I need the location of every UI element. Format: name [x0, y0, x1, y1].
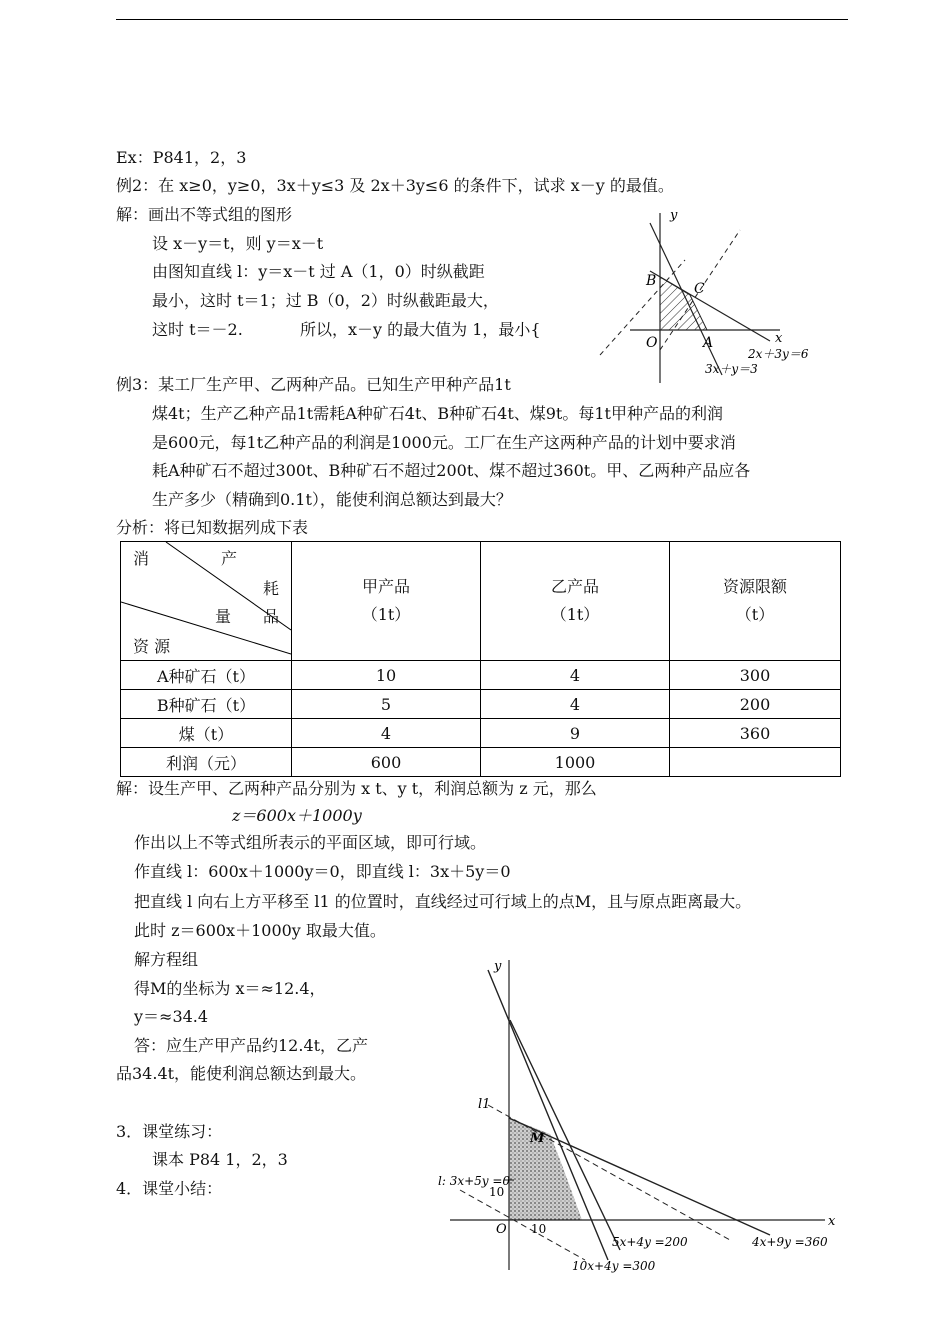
table-col-limit [670, 542, 841, 661]
graph2-axis-x: x [828, 1214, 836, 1229]
summary-title: 4．课堂小结： [116, 1179, 223, 1198]
table-row [121, 748, 841, 777]
row-a: 600 [292, 748, 481, 777]
table-col-a [292, 542, 481, 661]
example3-graph [430, 950, 850, 1280]
practice-title: 3．课堂练习： [116, 1122, 223, 1141]
solution-line5: 把直线 l 向右上方平移至 l1 的位置时，直线经过可行域上的点M，且与原点距离最大。 [134, 892, 752, 911]
col-b-title: 乙产品 [550, 577, 599, 596]
col-a-unit: （1t） [361, 605, 411, 624]
row-b: 1000 [481, 748, 670, 777]
exercise-ref: Ex：P841，2，3 [116, 148, 247, 167]
example2-line4a: 这时 t＝－2. [152, 320, 243, 339]
table-row [121, 719, 841, 748]
row-label: A种矿石（t） [121, 661, 292, 690]
row-limit: 360 [670, 719, 841, 748]
graph2-m-label: M [530, 1131, 545, 1146]
example3-line3: 是600元，每1t乙种产品的利润是1000元。工厂在生产这两种产品的计划中要求消 [152, 433, 736, 452]
row-label: 利润（元） [121, 748, 292, 777]
solution-answer-2: 品34.4t，能使利润总额达到最大。 [116, 1064, 367, 1083]
row-label: 煤（t） [121, 719, 292, 748]
solution-line7: 解方程组 [134, 950, 199, 969]
graph1-axis-y: y [670, 208, 678, 223]
solution-line8: 得M的坐标为 x＝≈12.4， [134, 979, 326, 998]
solution-line4: 作直线 l：600x＋1000y＝0，即直线 l：3x＋5y＝0 [134, 862, 511, 881]
row-a: 5 [292, 690, 481, 719]
row-limit: 200 [670, 690, 841, 719]
data-table [120, 541, 841, 777]
example2-line1: 设 x－y＝t，则 y＝x－t [152, 234, 324, 253]
graph2-b-label: 5x+4y =200 [612, 1235, 688, 1249]
example2-solution-label: 解：画出不等式组的图形 [116, 205, 293, 224]
row-b: 4 [481, 661, 670, 690]
example3-line4: 耗A种矿石不超过300t、B种矿石不超过200t、煤不超过360t。甲、乙两种产品应各 [152, 461, 751, 480]
header-word-pin: 品 [263, 607, 280, 626]
table-col-b [481, 542, 670, 661]
table-row [121, 661, 841, 690]
row-limit: 300 [670, 661, 841, 690]
example2-line2: 由图知直线 l：y＝x－t 过 A（1，0）时纵截距 [152, 262, 485, 281]
graph2-l1-label: l1 [478, 1097, 491, 1112]
top-rule [116, 19, 848, 20]
solution-answer-1: 答：应生产甲产品约12.4t，乙产 [134, 1036, 369, 1055]
graph2-tick-y: 10 [489, 1185, 505, 1199]
table-row [121, 690, 841, 719]
solution-line3: 作出以上不等式组所表示的平面区域，即可行域。 [134, 833, 487, 852]
row-label: B种矿石（t） [121, 690, 292, 719]
graph1-line1-label: 2x＋3y＝6 [748, 347, 809, 361]
graph1-origin: O [646, 335, 658, 351]
row-a: 10 [292, 661, 481, 690]
header-word-ziyuan: 资 源 [133, 637, 171, 656]
example3-line1: 例3：某工厂生产甲、乙两种产品。已知生产甲种产品1t [116, 375, 511, 394]
graph2-a-label: 10x+4y =300 [572, 1259, 656, 1273]
table-header-diagonal [121, 542, 292, 661]
solution-line1: 解：设生产甲、乙两种产品分别为 x t、y t，利润总额为 z 元，那么 [116, 779, 597, 798]
graph2-l-label: l: 3x+5y =0 [438, 1174, 511, 1188]
solution-line6: 此时 z＝600x＋1000y 取最大值。 [134, 921, 386, 940]
header-word-hao: 耗 [263, 579, 280, 598]
row-limit [670, 748, 841, 777]
solution-line9: y＝≈34.4 [134, 1007, 209, 1026]
example2-question: 例2：在 x≥0，y≥0，3x＋y≤3 及 2x＋3y≤6 的条件下，试求 x－y 的最值。 [116, 176, 674, 195]
graph1-point-a: A [703, 335, 714, 351]
row-b: 9 [481, 719, 670, 748]
graph1-line2-label: 3x＋y＝3 [705, 362, 758, 376]
example2-line4b: 所以，x－y 的最大值为 1，最小{ [300, 320, 541, 339]
solution-objective: z＝600x＋1000y [232, 806, 362, 825]
row-a: 4 [292, 719, 481, 748]
header-word-xiao: 消 [133, 549, 150, 568]
graph2-axis-y: y [494, 959, 502, 974]
col-b-unit: （1t） [550, 605, 600, 624]
graph2-coal-label: 4x+9y =360 [752, 1235, 828, 1249]
example2-line3: 最小，这时 t＝1；过 B（0，2）时纵截距最大， [152, 291, 499, 310]
col-limit-title: 资源限额 [722, 577, 787, 596]
header-word-chan: 产 [221, 549, 238, 568]
practice-content: 课本 P84 1，2，3 [152, 1150, 288, 1169]
header-word-liang: 量 [215, 607, 232, 626]
graph1-point-c: C [694, 281, 705, 297]
example2-graph [590, 205, 840, 385]
graph1-axis-x: x [775, 331, 783, 346]
graph2-tick-x: 10 [531, 1222, 547, 1236]
example3-analysis: 分析：将已知数据列成下表 [116, 518, 309, 537]
example3-line2: 煤4t；生产乙种产品1t需耗A种矿石4t、B种矿石4t、煤9t。每1t甲种产品的利润 [152, 404, 723, 423]
graph1-point-b: B [646, 273, 657, 289]
col-limit-unit: （t） [735, 605, 775, 624]
example3-line5: 生产多少（精确到0.1t），能使利润总额达到最大？ [152, 490, 512, 509]
col-a-title: 甲产品 [361, 577, 410, 596]
row-b: 4 [481, 690, 670, 719]
graph2-origin: O [496, 1222, 507, 1237]
